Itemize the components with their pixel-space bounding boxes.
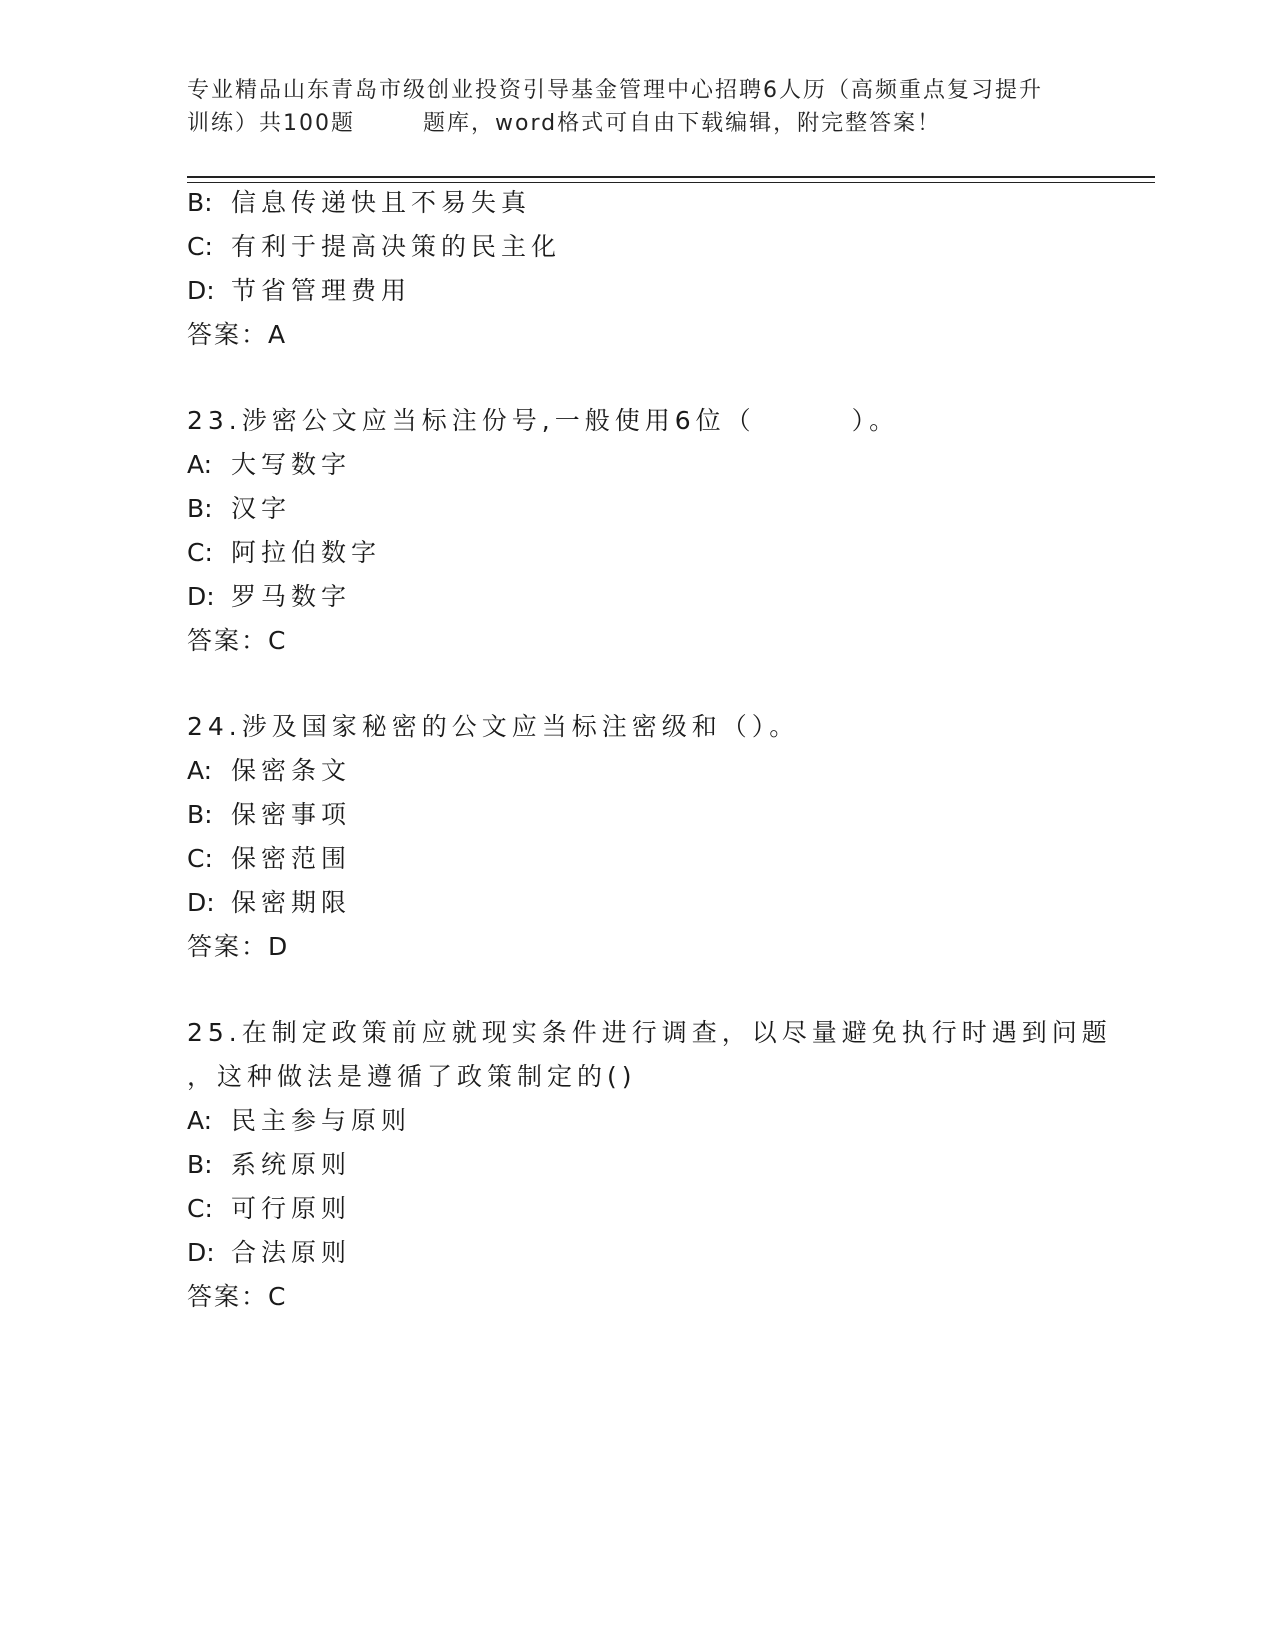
option-text: 阿拉伯数字 xyxy=(231,538,382,567)
question-stem xyxy=(187,406,899,436)
option-letter: C: xyxy=(187,232,213,261)
header-line-2 xyxy=(187,107,1087,140)
question-stem-line-2: ，这种做法是遵循了政策制定的() xyxy=(187,1062,637,1091)
option-letter: A: xyxy=(187,450,213,479)
option-letter: A: xyxy=(187,756,213,785)
option-b xyxy=(187,1150,351,1180)
option-text: 合法原则 xyxy=(231,1238,352,1267)
option-letter: B: xyxy=(187,188,213,217)
option-text: 信息传递快且不易失真 xyxy=(231,188,532,217)
option-text: 保密范围 xyxy=(231,844,352,873)
answer-line: 答案：C xyxy=(187,1282,288,1311)
header-line-2-part-b: 题库，word格式可自由下载编辑，附完整答案！ xyxy=(423,111,942,136)
option-letter: D: xyxy=(187,276,215,305)
header-rule-thin xyxy=(187,182,1155,183)
option-c xyxy=(187,844,351,874)
option-c xyxy=(187,1194,351,1224)
answer-line: 答案：A xyxy=(187,320,288,349)
option-letter: D: xyxy=(187,582,215,611)
option-a xyxy=(187,450,351,480)
option-letter: B: xyxy=(187,800,213,829)
question-stem-line-1: 25.在制定政策前应就现实条件进行调查，以尽量避免执行时遇到问题 xyxy=(187,1018,1112,1047)
option-text: 汉字 xyxy=(231,494,292,523)
option-text: 节省管理费用 xyxy=(231,276,412,305)
question-stem: 24.涉及国家秘密的公文应当标注密级和（）。 xyxy=(187,712,800,741)
option-text: 保密条文 xyxy=(231,756,352,785)
option-text: 系统原则 xyxy=(231,1150,352,1179)
option-letter: A: xyxy=(187,1106,213,1135)
option-letter: B: xyxy=(187,1150,213,1179)
question-stem-part-b: ）。 xyxy=(851,406,900,435)
option-b xyxy=(187,494,291,524)
option-d xyxy=(187,1238,351,1268)
option-text: 罗马数字 xyxy=(231,582,352,611)
option-text: 保密事项 xyxy=(231,800,352,829)
option-letter: C: xyxy=(187,1194,213,1223)
option-c xyxy=(187,538,381,568)
document-header xyxy=(187,74,1087,140)
option-letter: C: xyxy=(187,844,213,873)
option-b xyxy=(187,800,351,830)
header-line-2-part-a: 训练）共100题 xyxy=(187,111,355,136)
option-text: 有利于提高决策的民主化 xyxy=(231,232,562,261)
header-rule-thick xyxy=(187,176,1155,178)
option-d xyxy=(187,888,351,918)
option-text: 可行原则 xyxy=(231,1194,352,1223)
option-text: 民主参与原则 xyxy=(231,1106,412,1135)
option-letter: C: xyxy=(187,538,213,567)
answer-line: 答案：D xyxy=(187,932,290,961)
option-letter: D: xyxy=(187,888,215,917)
option-b xyxy=(187,188,531,218)
option-a xyxy=(187,756,351,786)
option-text: 保密期限 xyxy=(231,888,352,917)
option-letter: D: xyxy=(187,1238,215,1267)
header-line-1: 专业精品山东青岛市级创业投资引导基金管理中心招聘6人历（高频重点复习提升 xyxy=(187,78,1043,103)
option-d xyxy=(187,582,351,612)
answer-line: 答案：C xyxy=(187,626,288,655)
option-letter: B: xyxy=(187,494,213,523)
option-a xyxy=(187,1106,411,1136)
option-text: 大写数字 xyxy=(231,450,352,479)
question-stem-part-a: 23.涉密公文应当标注份号,一般使用6位（ xyxy=(187,406,756,435)
option-d xyxy=(187,276,411,306)
option-c xyxy=(187,232,561,262)
